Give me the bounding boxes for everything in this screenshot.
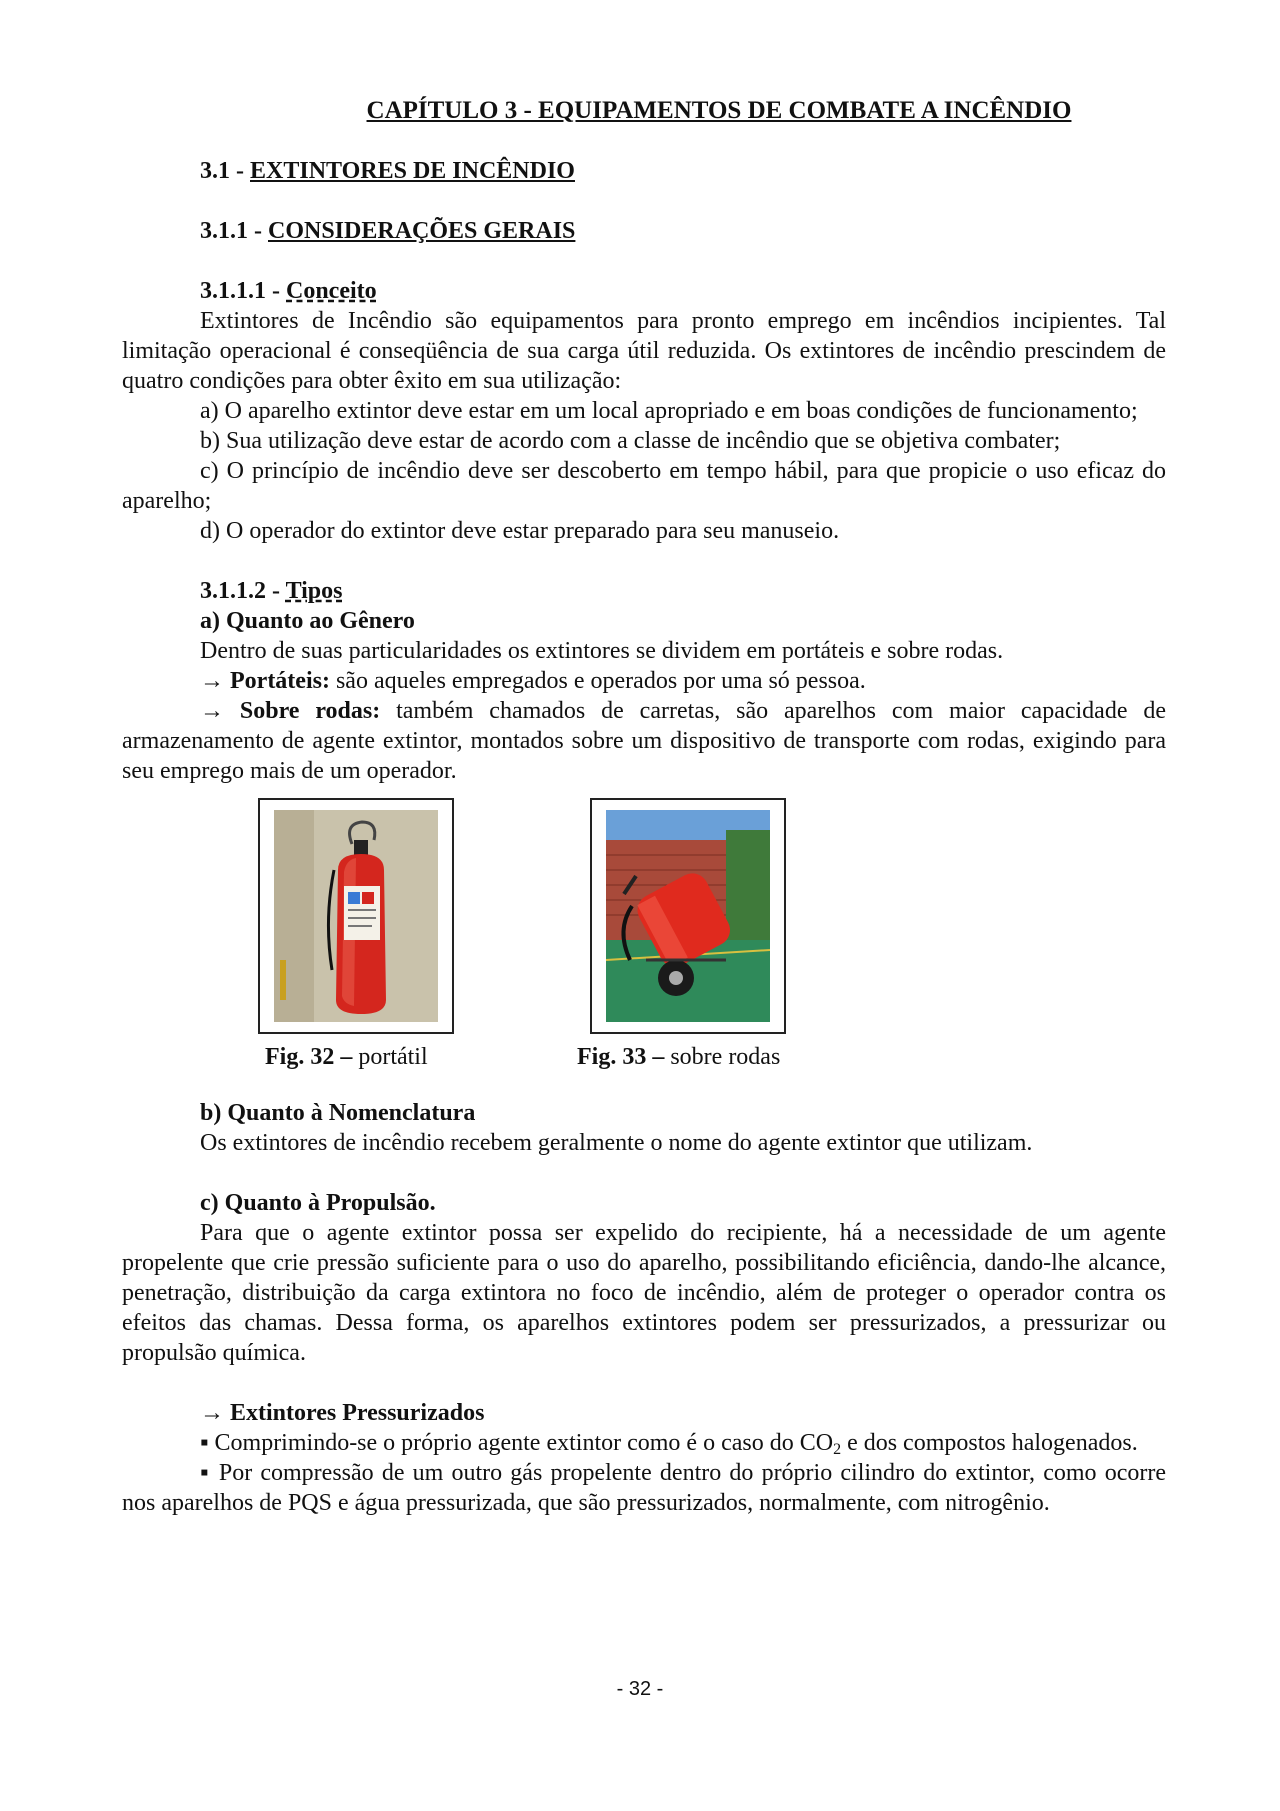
subsection-heading: c) Quanto à Propulsão. xyxy=(200,1190,436,1216)
figure-label: Fig. 32 – xyxy=(265,1044,353,1070)
section-number: 3.1.1.1 - xyxy=(200,278,286,304)
subscript: 2 xyxy=(833,1441,842,1458)
term-text: são aqueles empregados e operados por uma só pessoa. xyxy=(329,668,866,694)
paragraph xyxy=(122,696,1166,786)
section-3-1-1-1-heading xyxy=(122,276,1166,306)
figures-row xyxy=(122,798,1166,1098)
page-number: - 32 - xyxy=(616,1678,664,1700)
portable-extinguisher-image xyxy=(274,810,438,1022)
paragraph: Os extintores de incêndio recebem geralmente o nome do agente extintor que utilizam. xyxy=(200,1130,1033,1156)
figure-text: sobre rodas xyxy=(664,1044,781,1070)
list-item: a) O aparelho extintor deve estar em um local apropriado e em boas condições de funcionamento; xyxy=(200,398,1138,424)
bullet-item xyxy=(122,1428,1166,1458)
figure-text: portátil xyxy=(352,1044,428,1070)
section-3-1-1-2-heading xyxy=(122,576,1166,606)
list-item: c) O princípio de incêndio deve ser descoberto em tempo hábil, para que propicie o uso eficaz do aparelho; xyxy=(122,458,1166,514)
subsection-heading xyxy=(122,1398,1166,1428)
list-item: b) Sua utilização deve estar de acordo com a classe de incêndio que se objetiva combater; xyxy=(200,428,1061,454)
chapter-title: CAPÍTULO 3 - EQUIPAMENTOS DE COMBATE A INCÊNDIO xyxy=(366,97,1072,124)
bullet-item xyxy=(122,1458,1166,1518)
figure-32-caption xyxy=(265,1042,428,1072)
section-title: Tipos xyxy=(285,578,343,604)
bullet-text: e dos compostos halogenados. xyxy=(841,1430,1138,1456)
bullet-text: Por compressão de um outro gás propelente dentro do próprio cilindro do extintor, como ocorre nos aparelhos de PQS e água pressurizada, que são pressurizados, normalmente, com nitrogênio. xyxy=(122,1460,1166,1516)
paragraph xyxy=(122,666,1166,696)
paragraph: Extintores de Incêndio são equipamentos para pronto emprego em incêndios incipientes. Tal limitação operacional é conseqüência de sua carga útil reduzida. Os extintores de incêndio prescindem de quatro condições para obter êxito em sua utilização: xyxy=(122,308,1166,394)
arrow-icon: → xyxy=(200,668,224,694)
arrow-icon: → xyxy=(200,1400,224,1426)
section-title: CONSIDERAÇÕES GERAIS xyxy=(268,218,576,244)
section-number: 3.1 - xyxy=(200,158,250,184)
wheeled-extinguisher-image xyxy=(606,810,770,1022)
subsection-heading: a) Quanto ao Gênero xyxy=(200,608,415,634)
bullet-icon: ▪ xyxy=(200,1460,211,1486)
page-content xyxy=(122,96,1166,1518)
paragraph: Para que o agente extintor possa ser expelido do recipiente, há a necessidade de um agente propelente que crie pressão suficiente para o uso do aparelho, possibilitando eficiência, dando-lhe alcance, penetração, distribuição da carga extintora no foco de incêndio, além de proteger o operador contra os efeitos das chamas. Dessa forma, os aparelhos extintores podem ser pressurizados, a pressurizar ou propulsão química. xyxy=(122,1220,1166,1366)
figure-33-caption xyxy=(577,1042,780,1072)
subsection-title: Extintores Pressurizados xyxy=(230,1400,485,1426)
subsection-heading: b) Quanto à Nomenclatura xyxy=(200,1100,476,1126)
arrow-icon: → xyxy=(200,698,224,724)
bullet-text: Comprimindo-se o próprio agente extintor como é o caso do CO xyxy=(208,1430,834,1456)
figure-label: Fig. 33 – xyxy=(577,1044,665,1070)
section-title: Conceito xyxy=(286,278,377,304)
figure-33-frame xyxy=(590,798,786,1034)
term-label: Portáteis: xyxy=(230,668,330,694)
section-number: 3.1.1.2 - xyxy=(200,578,286,604)
paragraph: Dentro de suas particularidades os extintores se dividem em portáteis e sobre rodas. xyxy=(200,638,1004,664)
term-text: também chamados de carretas, são aparelhos com maior capacidade de armazenamento de agente extintor, montados sobre um dispositivo de transporte com rodas, exigindo para seu emprego mais de um operador. xyxy=(122,698,1167,784)
section-title: EXTINTORES DE INCÊNDIO xyxy=(250,158,575,184)
section-number: 3.1.1 - xyxy=(200,218,268,244)
figure-32-frame xyxy=(258,798,454,1034)
section-3-1-1-heading xyxy=(122,216,1166,246)
list-item: d) O operador do extintor deve estar preparado para seu manuseio. xyxy=(200,518,840,544)
term-label: Sobre rodas: xyxy=(239,698,381,724)
section-3-1-heading xyxy=(122,156,1166,186)
bullet-icon: ▪ xyxy=(200,1430,209,1456)
